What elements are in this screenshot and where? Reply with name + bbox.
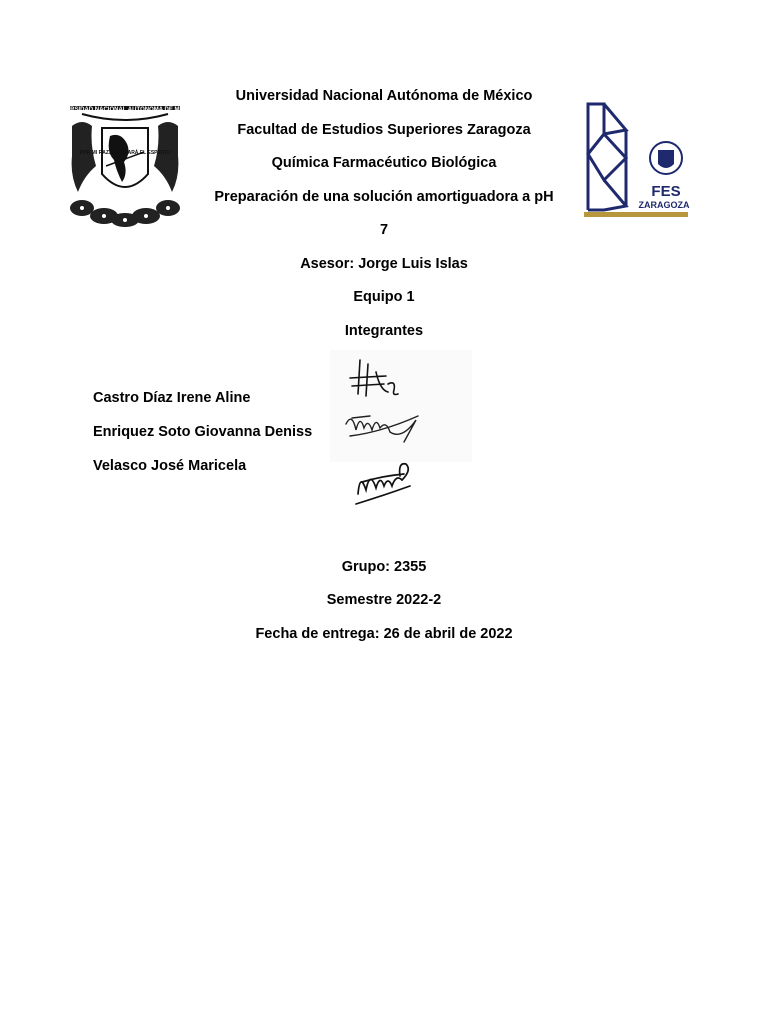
- group-number: Grupo: 2355: [341, 559, 427, 575]
- university-name: Universidad Nacional Autónoma de México: [235, 88, 533, 104]
- program-name: Química Farmacéutico Biológica: [271, 155, 497, 171]
- fes-subtext: ZARAGOZA: [638, 200, 690, 210]
- fes-text: FES: [651, 183, 681, 200]
- signature-3: [352, 460, 416, 508]
- faculty-name: Facultad de Estudios Superiores Zaragoza: [237, 122, 531, 138]
- signature-1: [346, 356, 404, 402]
- report-title-line1: Preparación de una solución amortiguadora a pH: [214, 189, 554, 205]
- team-label: Equipo 1: [353, 289, 415, 305]
- member-name: Enriquez Soto Giovanna Deniss: [93, 424, 313, 440]
- member-name: Castro Díaz Irene Aline: [93, 390, 251, 406]
- unam-seal-text: UNIVERSIDAD NACIONAL AUTÓNOMA DE MÉXICO: [51, 107, 199, 113]
- members-heading: Integrantes: [344, 323, 424, 339]
- report-title-line2: 7: [379, 222, 389, 238]
- signature-2: [342, 406, 424, 448]
- member-name: Velasco José Maricela: [93, 458, 247, 474]
- due-date: Fecha de entrega: 26 de abril de 2022: [255, 626, 513, 642]
- semester: Semestre 2022-2: [326, 592, 442, 608]
- unam-motto-text: POR MI RAZA HABLARÁ EL ESPÍRITU: [79, 150, 171, 156]
- advisor: Asesor: Jorge Luis Islas: [300, 256, 468, 272]
